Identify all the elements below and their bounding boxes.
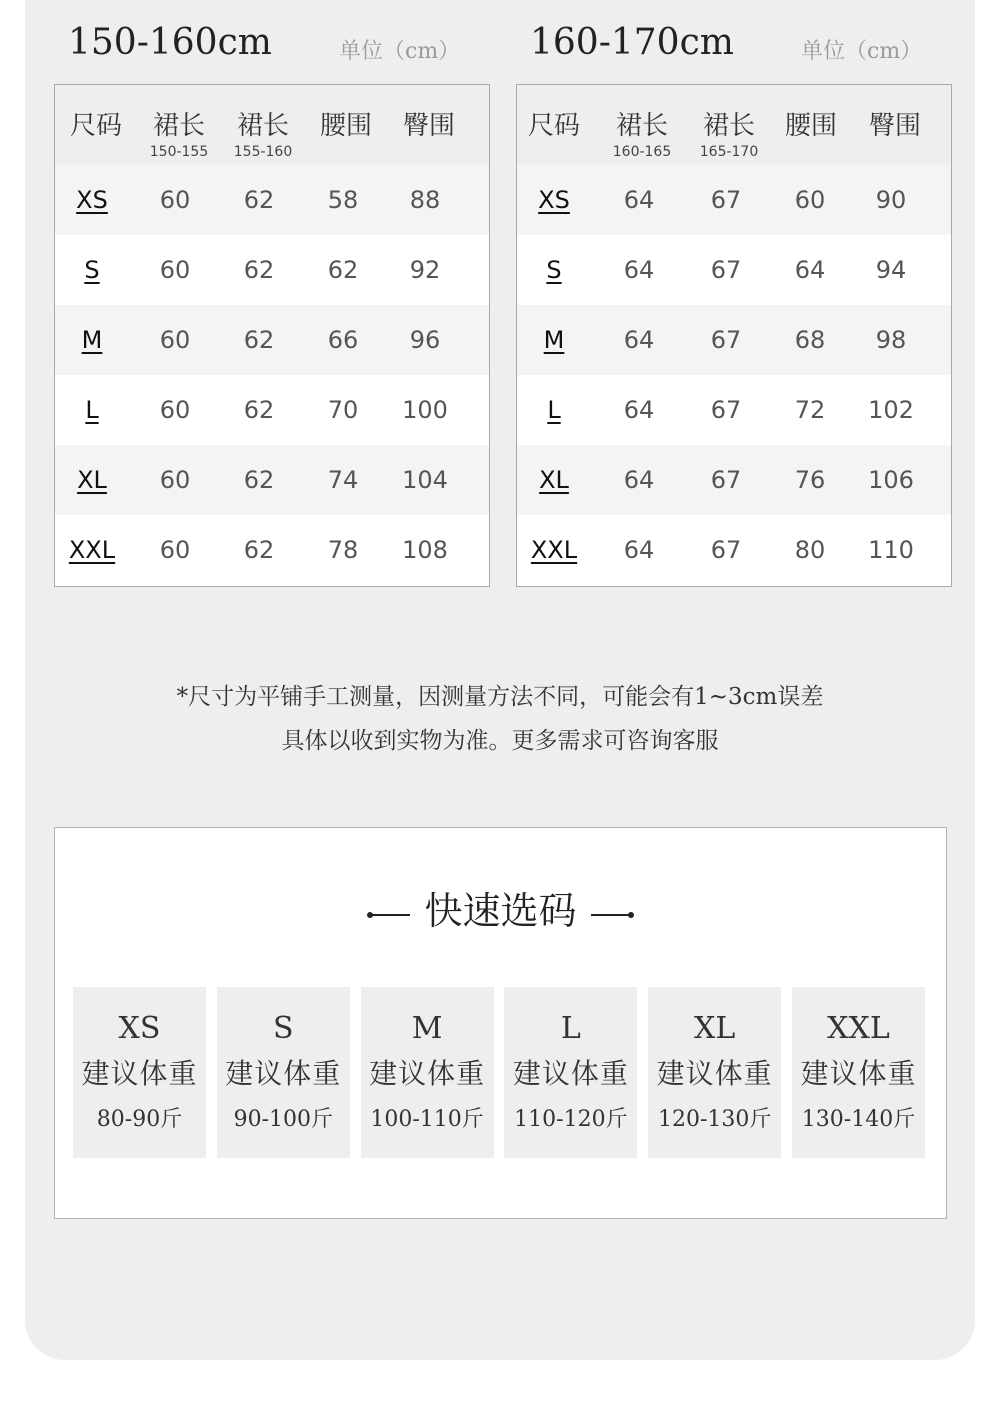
chart-title: 150-160cm bbox=[68, 22, 272, 63]
size-cell: M bbox=[543, 326, 565, 354]
header-label: 臀围 bbox=[868, 111, 921, 141]
size-card[interactable] bbox=[73, 987, 206, 1158]
value-cell: 98 bbox=[875, 326, 907, 354]
table-row bbox=[55, 515, 489, 585]
size-cell: XXL bbox=[530, 536, 578, 564]
header-sub: 155-160 bbox=[233, 144, 293, 160]
value-cell: 88 bbox=[409, 186, 441, 214]
header-skirt-length-2 bbox=[684, 85, 774, 165]
header-size bbox=[55, 85, 137, 165]
table-row bbox=[517, 375, 951, 445]
table-row bbox=[517, 515, 951, 585]
value-cell: 78 bbox=[327, 536, 359, 564]
size-cell: XS bbox=[538, 186, 570, 214]
value-cell: 64 bbox=[623, 466, 655, 494]
value-cell: 102 bbox=[868, 396, 914, 424]
measurement-note-line-1: *尺寸为平铺手工测量，因测量方法不同，可能会有1~3cm误差 bbox=[176, 684, 824, 710]
size-cell: XS bbox=[76, 186, 108, 214]
header-skirt-length-2 bbox=[221, 85, 305, 165]
card-weight: 130-140斤 bbox=[801, 1107, 916, 1132]
card-weight: 110-120斤 bbox=[514, 1107, 628, 1132]
value-cell: 106 bbox=[868, 466, 914, 494]
size-card[interactable] bbox=[792, 987, 925, 1158]
size-cell: S bbox=[546, 256, 562, 284]
table-header bbox=[55, 85, 489, 165]
header-size bbox=[517, 85, 591, 165]
size-table bbox=[54, 84, 490, 587]
size-cell: M bbox=[81, 326, 103, 354]
value-cell: 58 bbox=[327, 186, 359, 214]
value-cell: 64 bbox=[623, 396, 655, 424]
value-cell: 64 bbox=[623, 186, 655, 214]
measurement-note-line-2: 具体以收到实物为准。更多需求可咨询客服 bbox=[281, 728, 719, 754]
unit-label: 单位（cm） bbox=[801, 39, 923, 64]
value-cell: 67 bbox=[710, 256, 742, 284]
size-cell: S bbox=[84, 256, 100, 284]
quick-select-title: 快速选码 bbox=[424, 889, 577, 933]
card-size: XL bbox=[694, 1011, 736, 1046]
header-waist bbox=[769, 85, 853, 165]
value-cell: 60 bbox=[159, 536, 191, 564]
value-cell: 70 bbox=[327, 396, 359, 424]
card-size: M bbox=[411, 1011, 443, 1046]
size-cell: XL bbox=[77, 466, 107, 494]
value-cell: 74 bbox=[327, 466, 359, 494]
value-cell: 64 bbox=[623, 256, 655, 284]
table-row bbox=[55, 445, 489, 515]
value-cell: 60 bbox=[159, 256, 191, 284]
table-row bbox=[517, 445, 951, 515]
card-size: XXL bbox=[827, 1011, 890, 1046]
value-cell: 108 bbox=[402, 536, 448, 564]
card-label: 建议体重 bbox=[800, 1057, 917, 1090]
chart-title: 160-170cm bbox=[530, 22, 734, 63]
header-sub: 150-155 bbox=[149, 144, 209, 160]
value-cell: 67 bbox=[710, 326, 742, 354]
value-cell: 76 bbox=[794, 466, 826, 494]
header-label: 裙长 bbox=[236, 111, 289, 141]
table-row bbox=[517, 165, 951, 235]
size-cell: L bbox=[547, 396, 561, 424]
value-cell: 62 bbox=[243, 536, 275, 564]
value-cell: 67 bbox=[710, 186, 742, 214]
table-row bbox=[55, 165, 489, 235]
quick-size-select bbox=[54, 827, 947, 1219]
table-row bbox=[517, 235, 951, 305]
header-label: 裙长 bbox=[152, 111, 205, 141]
header-sub: 165-170 bbox=[699, 144, 759, 160]
value-cell: 66 bbox=[327, 326, 359, 354]
dot-line-icon bbox=[591, 914, 631, 916]
size-card[interactable] bbox=[361, 987, 494, 1158]
value-cell: 64 bbox=[623, 326, 655, 354]
value-cell: 62 bbox=[243, 256, 275, 284]
value-cell: 100 bbox=[402, 396, 448, 424]
size-card[interactable] bbox=[217, 987, 350, 1158]
value-cell: 67 bbox=[710, 466, 742, 494]
card-weight: 90-100斤 bbox=[233, 1107, 333, 1132]
table-row bbox=[55, 235, 489, 305]
size-table bbox=[516, 84, 952, 587]
value-cell: 60 bbox=[159, 466, 191, 494]
header-sub: 160-165 bbox=[612, 144, 672, 160]
card-label: 建议体重 bbox=[656, 1057, 773, 1090]
value-cell: 62 bbox=[243, 466, 275, 494]
value-cell: 60 bbox=[794, 186, 826, 214]
value-cell: 60 bbox=[159, 396, 191, 424]
value-cell: 62 bbox=[243, 326, 275, 354]
value-cell: 62 bbox=[327, 256, 359, 284]
value-cell: 92 bbox=[409, 256, 441, 284]
value-cell: 104 bbox=[402, 466, 448, 494]
header-label: 腰围 bbox=[784, 111, 837, 141]
size-cell: L bbox=[85, 396, 99, 424]
value-cell: 68 bbox=[794, 326, 826, 354]
unit-label: 单位（cm） bbox=[339, 39, 461, 64]
value-cell: 67 bbox=[710, 396, 742, 424]
value-cell: 72 bbox=[794, 396, 826, 424]
value-cell: 62 bbox=[243, 396, 275, 424]
value-cell: 67 bbox=[710, 536, 742, 564]
value-cell: 96 bbox=[409, 326, 441, 354]
header-label: 裙长 bbox=[702, 111, 755, 141]
card-weight: 100-110斤 bbox=[370, 1107, 484, 1132]
header-label: 腰围 bbox=[319, 111, 372, 141]
header-label: 臀围 bbox=[402, 111, 455, 141]
size-cell: XL bbox=[539, 466, 569, 494]
value-cell: 90 bbox=[875, 186, 907, 214]
card-weight: 120-130斤 bbox=[657, 1107, 772, 1132]
card-size: XS bbox=[118, 1011, 161, 1046]
value-cell: 64 bbox=[623, 536, 655, 564]
table-row bbox=[517, 305, 951, 375]
table-header bbox=[517, 85, 951, 165]
card-size: S bbox=[273, 1011, 294, 1046]
value-cell: 80 bbox=[794, 536, 826, 564]
value-cell: 110 bbox=[868, 536, 914, 564]
quick-select-heading bbox=[55, 880, 946, 935]
size-cell: XXL bbox=[68, 536, 116, 564]
card-label: 建议体重 bbox=[81, 1057, 198, 1090]
header-hip bbox=[853, 85, 937, 165]
header-hip bbox=[387, 85, 471, 165]
header-skirt-length-1 bbox=[597, 85, 687, 165]
size-card[interactable] bbox=[504, 987, 637, 1158]
table-row bbox=[55, 375, 489, 445]
value-cell: 94 bbox=[875, 256, 907, 284]
dot-line-icon bbox=[370, 914, 410, 916]
value-cell: 62 bbox=[243, 186, 275, 214]
value-cell: 60 bbox=[159, 326, 191, 354]
header-skirt-length-1 bbox=[137, 85, 221, 165]
card-weight: 80-90斤 bbox=[96, 1107, 183, 1132]
size-card[interactable] bbox=[648, 987, 781, 1158]
card-label: 建议体重 bbox=[512, 1057, 629, 1090]
card-size: L bbox=[560, 1011, 581, 1046]
card-label: 建议体重 bbox=[225, 1057, 342, 1090]
header-label: 尺码 bbox=[69, 111, 122, 141]
table-row bbox=[55, 305, 489, 375]
value-cell: 60 bbox=[159, 186, 191, 214]
header-waist bbox=[305, 85, 387, 165]
header-label: 裙长 bbox=[615, 111, 668, 141]
card-label: 建议体重 bbox=[369, 1057, 486, 1090]
header-label: 尺码 bbox=[527, 111, 580, 141]
value-cell: 64 bbox=[794, 256, 826, 284]
